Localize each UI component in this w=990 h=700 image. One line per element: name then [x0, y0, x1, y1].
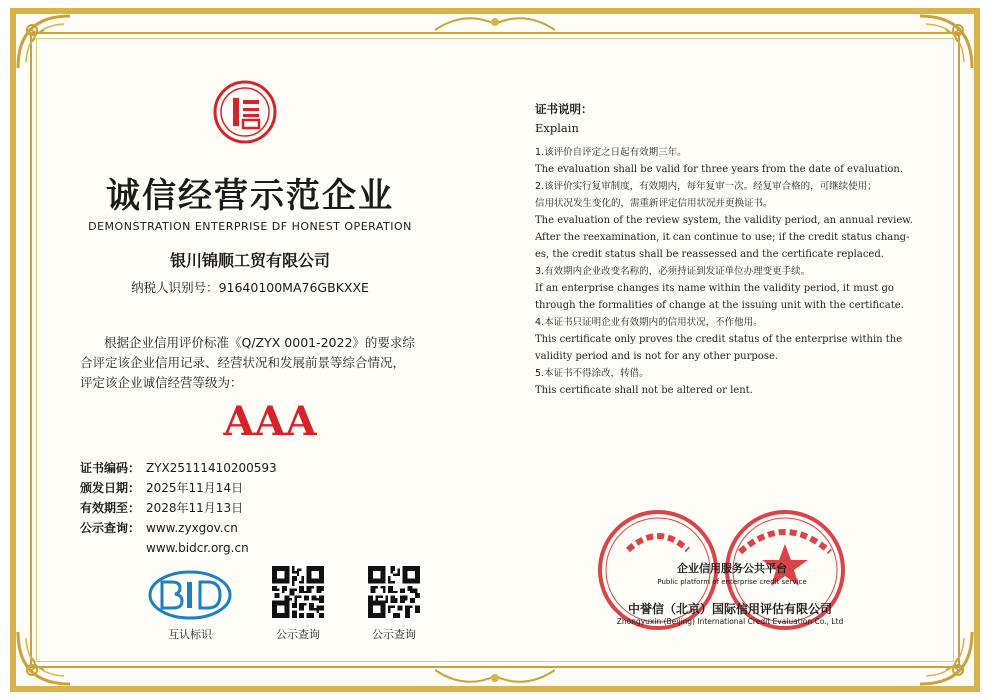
explain-line: The evaluation shall be valid for three years from the date of evaluation.: [535, 164, 904, 175]
credit-grade: AAA: [223, 398, 317, 445]
explain-line: The evaluation of the review system, the validity period, an annual review.: [535, 215, 913, 226]
explain-line: After the reexamination, it can continue to use; if the credit status chang-: [535, 232, 910, 243]
explain-line: through the formalities of change at the issuing unit with the certificate.: [535, 300, 904, 311]
issuer-org-en: Zhongyuxin (Beijing) International Credit Evaluation Co., Ltd: [616, 617, 844, 626]
explain-line: If an enterprise changes its name within the validity period, it must go: [535, 283, 894, 294]
explain-line: 2.该评价实行复审制度，有效期内，每年复审一次。经复审合格的，可继续使用；: [535, 181, 877, 192]
corner-ornament-icon: [916, 628, 976, 688]
explain-title-en: Explain: [535, 121, 579, 135]
corner-ornament-icon: [14, 628, 74, 688]
explain-line: 1.该评价自评定之日起有效期三年。: [535, 147, 687, 158]
info-value: 2025年11月14日: [146, 481, 244, 495]
explain-line: 4.本证书只证明企业有效期内的信用状况，不作他用。: [535, 317, 763, 328]
bottom-ornament-icon: [435, 664, 555, 690]
info-row: [80, 458, 277, 478]
info-row: [80, 518, 277, 538]
explain-line: validity period and is not for any other purpose.: [535, 351, 779, 362]
qr-caption: 公示查询: [372, 628, 416, 641]
info-row: [80, 498, 277, 518]
qr-code-icon: [272, 566, 324, 618]
certificate-title-en: DEMONSTRATION ENTERPRISE DF HONEST OPERATION: [88, 220, 412, 233]
company-name: 银川锦顺工贸有限公司: [169, 251, 330, 270]
issuer-platform-en: Public platform of enterprise credit service: [657, 578, 807, 586]
tax-id: 纳税人识别号：91640100MA76GBKXXE: [131, 280, 369, 295]
info-value: ZYX25111410200593: [146, 461, 277, 475]
issuer-org-cn: 中誉信（北京）国际信用评估有限公司: [627, 602, 832, 616]
corner-ornament-icon: [14, 12, 74, 72]
explain-line: 信用状况发生变化的，需重新评定信用状况并更换证书。: [535, 198, 773, 209]
info-value: www.bidcr.org.cn: [146, 541, 249, 555]
explain-list: [535, 144, 930, 399]
bid-logo-icon: [148, 570, 232, 620]
bid-logo-caption: 互认标识: [168, 628, 212, 641]
explain-line: 5.本证书不得涂改，转借。: [535, 368, 649, 379]
info-row: [80, 478, 277, 498]
info-label: 颁发日期：: [80, 481, 141, 495]
top-ornament-icon: [435, 10, 555, 36]
xin-seal-icon: [213, 80, 277, 144]
info-label: 公示查询：: [80, 521, 141, 535]
statement-line: 评定该企业诚信经营等级为：: [80, 375, 243, 390]
certificate-title: 诚信经营示范企业: [106, 176, 394, 216]
evaluation-statement: [80, 333, 440, 393]
info-label: 有效期至：: [80, 501, 141, 515]
info-value: 2028年11月13日: [146, 501, 244, 515]
explain-line: es, the credit status shall be reassessed and the certificate replaced.: [535, 249, 884, 260]
explain-line: This certificate shall not be altered or lent.: [535, 385, 753, 396]
corner-ornament-icon: [916, 12, 976, 72]
explain-line: 3.有效期内企业改变名称的，必须持证到发证单位办理变更手续。: [535, 266, 811, 277]
statement-line: 合评定该企业信用记录、经营状况和发展前景等综合情况，: [80, 355, 406, 370]
explain-heading: [535, 100, 593, 138]
info-value: www.zyxgov.cn: [146, 521, 238, 535]
issuer-platform-cn: 企业信用服务公共平台: [677, 562, 787, 575]
explain-title-cn: 证书说明：: [535, 102, 593, 116]
statement-line: 根据企业信用评价标准《Q/ZYX 0001-2022》的要求综: [104, 335, 415, 350]
info-label: 证书编码：: [80, 461, 141, 475]
info-row: [80, 538, 277, 558]
certificate-info: [80, 458, 277, 558]
qr-caption: 公示查询: [276, 628, 320, 641]
explain-line: This certificate only proves the credit status of the enterprise within the: [535, 334, 903, 345]
qr-code-icon: [368, 566, 420, 618]
